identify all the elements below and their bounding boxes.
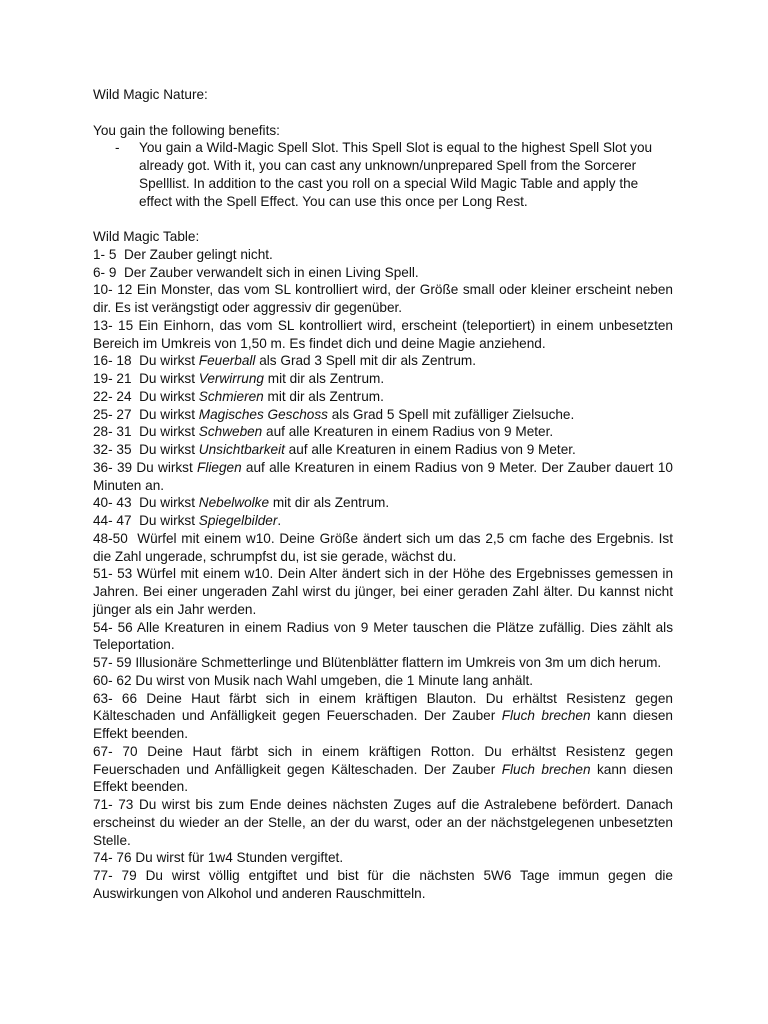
entry-text: 16- 18 Du wirkst (93, 353, 199, 369)
spell-name: Spiegelbilder (198, 513, 278, 528)
spell-name: Magisches Geschoss (198, 406, 328, 422)
table-entry (93, 441, 673, 459)
entry-text: als Grad 5 Spell mit zufälliger Zielsuche. (327, 406, 575, 422)
table-entry (93, 459, 677, 495)
spell-name: Unsichtbarkeit (198, 442, 285, 457)
spell-name: Feuerball (198, 353, 256, 369)
spell-name: Schmieren (198, 388, 264, 404)
table-entry (93, 512, 673, 530)
document-page (93, 86, 677, 903)
entry-text: mit dir als Zentrum. (269, 495, 390, 511)
wild-magic-table (93, 246, 677, 903)
benefits-intro: You gain the following benefits: (93, 122, 280, 138)
table-entry (93, 423, 673, 441)
section-heading: Wild Magic Nature: (93, 87, 208, 102)
spacer (93, 104, 673, 122)
table-entry (93, 317, 677, 353)
spell-name: Fliegen (197, 459, 242, 475)
entry-text: auf alle Kreaturen in einem Radius von 9 Meter. (262, 424, 554, 440)
table-entry (93, 281, 677, 317)
entry-text: 74- 76 Du wirst für 1w4 Stunden vergiftet. (93, 850, 344, 866)
entry-text: 48-50 Würfel mit einem w10. Deine Größe ändert sich um das 2,5 cm fache des Ergebnis. Ist die Zahl ungerade, schrumpfst du, ist sie gerade, wächst du. (93, 530, 677, 564)
entry-text: 28- 31 Du wirkst (93, 424, 199, 440)
entry-text: 67- 70 Deine Haut färbt sich in einem kräftigen Rotton. Du erhältst Resistenz gegen Feuerschaden und Anfälligkeit gegen Kälteschaden. Der Zauber (93, 743, 677, 777)
table-entry (93, 867, 677, 903)
table-entry (93, 743, 677, 796)
entry-text: 6- 9 Der Zauber verwandelt sich in einen Living Spell. (93, 264, 419, 280)
benefit-list-item (93, 139, 673, 210)
entry-text: 32- 35 Du wirkst (93, 442, 199, 457)
entry-text: 54- 56 Alle Kreaturen in einem Radius von 9 Meter tauschen die Plätze zufällig. Dies zählt als Teleportation. (93, 619, 677, 653)
entry-text: 60- 62 Du wirst von Musik nach Wahl umgeben, die 1 Minute lang anhält. (93, 672, 534, 688)
entry-text: 1- 5 Der Zauber gelingt nicht. (93, 246, 273, 262)
spell-name: Nebelwolke (198, 495, 270, 511)
spacer (93, 210, 673, 228)
table-entry (93, 672, 673, 690)
spell-name: Schweben (198, 424, 263, 440)
entry-text: mit dir als Zentrum. (264, 371, 385, 386)
spell-name: Fluch brechen (501, 708, 591, 724)
table-entry (93, 654, 673, 672)
entry-text: 36- 39 Du wirkst (93, 459, 198, 475)
entry-text: 77- 79 Du wirst völlig entgiftet und bist für die nächsten 5W6 Tage immun gegen die Auswirkungen von Alkohol und anderen Rauschmitteln. (93, 868, 677, 901)
entry-text: . (277, 513, 282, 528)
spell-name: Verwirrung (198, 371, 264, 386)
table-entry (93, 565, 677, 618)
entry-text: 19- 21 Du wirkst (93, 371, 199, 386)
table-entry (93, 690, 677, 743)
entry-text: 22- 24 Du wirkst (93, 388, 199, 404)
entry-text: auf alle Kreaturen in einem Radius von 9 Meter. Der Zauber dauert 10 Minuten an. (93, 459, 677, 493)
entry-text: als Grad 3 Spell mit dir als Zentrum. (255, 353, 477, 369)
bullet-marker: - (115, 140, 120, 156)
entry-text: 63- 66 Deine Haut färbt sich in einem kräftigen Blauton. Du erhältst Resistenz gegen Kälteschaden und Anfälligkeit gegen Feuerschaden. Der Zauber (93, 690, 677, 724)
table-entry (93, 619, 677, 655)
table-entry (93, 406, 673, 424)
entry-text: kann diesen Effekt beenden. (93, 761, 677, 795)
entry-text: 13- 15 Ein Einhorn, das vom SL kontrolliert wird, erscheint (teleportiert) in einem unbesetzten Bereich im Umkreis von 1,50 m. Es findet dich und deine Magie anziehend. (93, 317, 677, 351)
benefit-text: You gain a Wild-Magic Spell Slot. This Spell Slot is equal to the highest Spell Slot you already got. With it, you can cast any unknown/unprepared Spell from the Sorcerer Spelllist. In addition to the cast you roll on a special Wild Magic Table and apply the effect with the Spell Effect. You can use this once per Long Rest. (139, 140, 653, 209)
entry-text: 25- 27 Du wirkst (93, 406, 199, 422)
table-entry (93, 264, 673, 282)
table-entry (93, 388, 673, 406)
entry-text: 10- 12 Ein Monster, das vom SL kontrolliert wird, der Größe small oder kleiner erscheint neben dir. Es ist verängstigt oder aggressiv dir gegenüber. (93, 282, 677, 315)
table-entry (93, 494, 673, 512)
table-entry (93, 796, 677, 849)
entry-text: 57- 59 Illusionäre Schmetterlinge und Blütenblätter flattern im Umkreis von 3m um dich herum. (93, 655, 662, 670)
entry-text: 44- 47 Du wirkst (93, 513, 199, 528)
table-entry (93, 849, 673, 867)
entry-text: 40- 43 Du wirkst (93, 495, 199, 511)
spell-name: Fluch brechen (501, 761, 591, 777)
table-entry (93, 352, 673, 370)
entry-text: auf alle Kreaturen in einem Radius von 9 Meter. (284, 442, 576, 457)
entry-text: mit dir als Zentrum. (263, 388, 384, 404)
table-entry (93, 370, 673, 388)
entry-text: 71- 73 Du wirst bis zum Ende deines nächsten Zuges auf die Astralebene befördert. Danach erscheinst du wieder an der Stelle, an der du warst, oder an der nächstgelegenen unbesetzten Stelle. (93, 797, 677, 848)
entry-text: 51- 53 Würfel mit einem w10. Dein Alter ändert sich in der Höhe des Ergebnisses gemessen in Jahren. Bei einer ungeraden Zahl wirst du jünger, bei einer geraden Zahl älter. Du kannst nicht jünger als ein Jahr werden. (93, 566, 677, 617)
table-title: Wild Magic Table: (93, 229, 200, 244)
table-entry (93, 530, 677, 566)
table-entry (93, 246, 673, 264)
entry-text: kann diesen Effekt beenden. (93, 708, 677, 741)
